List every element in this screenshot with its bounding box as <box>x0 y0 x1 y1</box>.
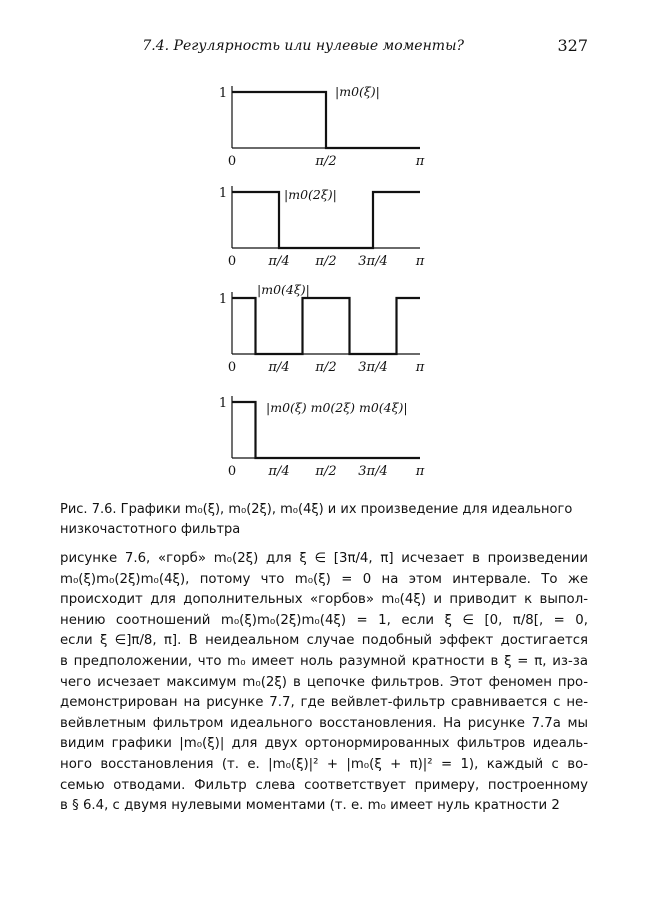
x-tick-label: 0 <box>227 360 237 375</box>
x-tick-label: 0 <box>227 154 237 169</box>
x-tick-label: 0 <box>227 254 237 269</box>
step-curve-series <box>232 298 420 354</box>
running-header <box>60 38 588 58</box>
x-tick-label: π/4 <box>268 464 290 479</box>
caption-line-1: Рис. 7.6. Графики m₀(ξ), m₀(2ξ), m₀(4ξ) и их произведение для идеального <box>60 502 573 517</box>
x-tick-label: π/2 <box>315 360 337 375</box>
body-line: чего исчезает максимум m₀(2ξ) в цепочке фильтров. Этот феномен про- <box>60 674 588 690</box>
y-tick-label: 1 <box>218 86 228 101</box>
x-tick-label: π/2 <box>315 154 337 169</box>
y-tick-label: 1 <box>218 292 228 307</box>
body-line: ного восстановления (т. е. |m₀(ξ)|² + |m₀(ξ + π)|² = 1), каждый с во- <box>60 756 588 772</box>
x-tick-label: π <box>415 360 425 375</box>
x-tick-label: π/2 <box>315 254 337 269</box>
body-line: рисунке 7.6, «горб» m₀(2ξ) для ξ ∈ [3π/4, π] исчезает в произведении <box>60 551 588 566</box>
x-tick-label: 0 <box>227 464 237 479</box>
body-line: m₀(ξ)m₀(2ξ)m₀(4ξ), потому что m₀(ξ) = 0 на этом интервале. То же <box>60 571 588 587</box>
body-line: семью отводами. Фильтр слева соответствует примеру, построенному <box>60 777 588 793</box>
panel-title: |m0(ξ) m0(2ξ) m0(4ξ)| <box>266 400 408 415</box>
y-tick-label: 1 <box>218 186 228 201</box>
caption-line-2: низкочастотного фильтра <box>60 522 241 537</box>
body-line: если ξ ∈]π/8, π]. В неидеальном случае подобный эффект достигается <box>60 633 588 649</box>
panel-title: |m0(2ξ)| <box>284 187 337 202</box>
x-tick-label: π/4 <box>268 254 290 269</box>
x-tick-label: 3π/4 <box>358 360 388 375</box>
body-line: нению соотношений m₀(ξ)m₀(2ξ)m₀(4ξ) = 1, если ξ ∈ [0, π/8[, = 0, <box>60 612 588 628</box>
panel-title: |m0(4ξ)| <box>257 282 310 297</box>
running-title: 7.4. Регулярность или нулевые моменты? <box>142 38 464 54</box>
x-tick-label: π <box>415 154 425 169</box>
body-paragraph <box>60 549 588 817</box>
y-tick-label: 1 <box>218 396 228 411</box>
body-line: вейвлетным фильтром идеального восстановления. На рисунке 7.7а мы <box>60 715 588 731</box>
page-number: 327 <box>557 36 588 55</box>
body-line: видим графики |m₀(ξ)| для двух ортонормированных фильтров идеаль- <box>60 736 588 752</box>
figure-caption <box>60 500 588 540</box>
x-tick-label: π <box>415 254 425 269</box>
body-line: демонстрирован на рисунке 7.7, где вейвлет-фильтр сравнивается с не- <box>60 695 588 711</box>
figure-7-6 <box>0 72 646 492</box>
x-tick-label: π <box>415 464 425 479</box>
x-tick-label: π/2 <box>315 464 337 479</box>
body-line: происходит для дополнительных «горбов» m₀(4ξ) и приводит к выпол- <box>60 592 588 608</box>
body-line: в § 6.4, с двумя нулевыми моментами (т. е. m₀ имеет нуль кратности 2 <box>60 798 560 814</box>
body-line: в предположении, что m₀ имеет ноль разумной кратности в ξ = π, из-за <box>60 653 588 669</box>
x-tick-label: π/4 <box>268 360 290 375</box>
x-tick-label: 3π/4 <box>358 464 388 479</box>
x-tick-label: 3π/4 <box>358 254 388 269</box>
step-curve-series <box>232 92 420 148</box>
panel-title: |m0(ξ)| <box>335 84 380 99</box>
